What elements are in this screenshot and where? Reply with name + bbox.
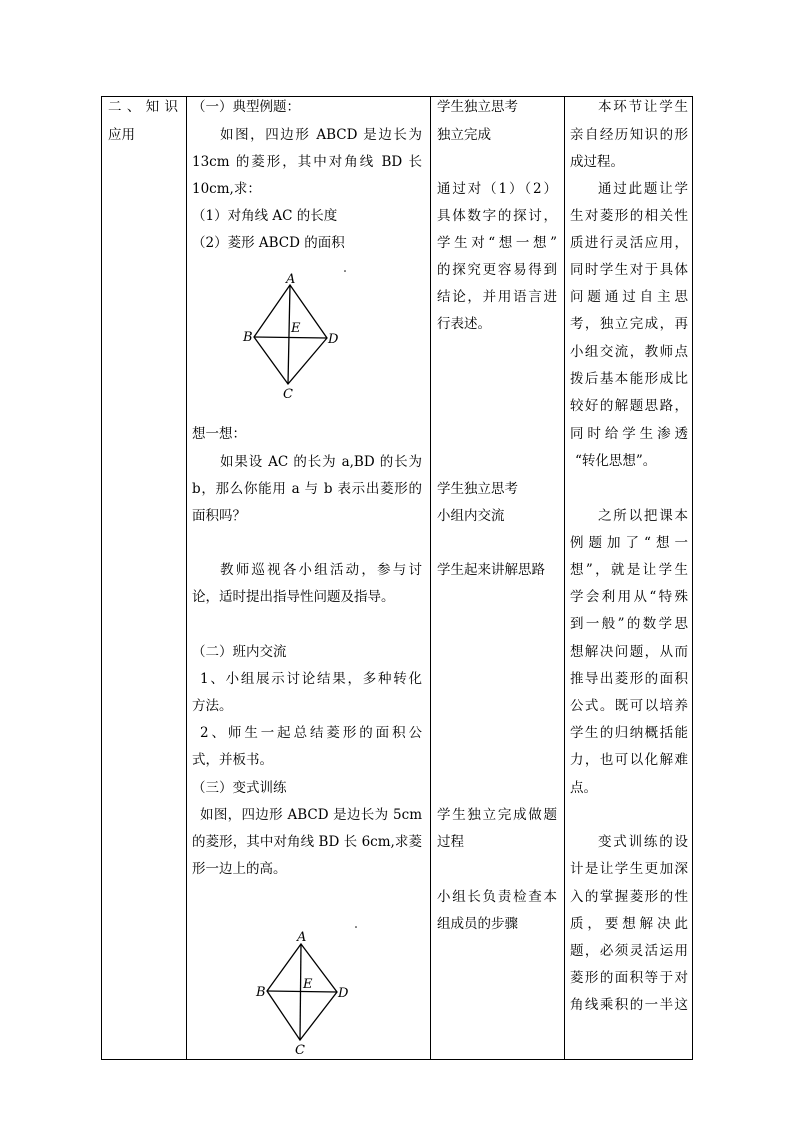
example1-line-1: 如图，四边形 ABCD 是边长为 [220, 127, 422, 143]
col4-p3-line-11: 点。 [570, 780, 597, 796]
rhombus-figure-1 [240, 268, 350, 404]
example1-line-4: （1）对角线 AC 的长度 [192, 208, 338, 224]
col1-line-1: 二、知识 [108, 99, 178, 115]
col4-p1-line-3: 成过程。 [570, 154, 624, 170]
col4-p4-line-3: 入的掌握菱形的性 [570, 889, 688, 905]
col4-p2-line-10: 同时给学生渗透 [570, 426, 688, 442]
col3-g6-line-1: 小组长负责检查本 [437, 889, 557, 905]
rhombus-1-dot [344, 270, 346, 272]
class-line-4: 式，并板书。 [192, 752, 273, 768]
col4-p2-line-3: 质进行灵活应用， [570, 235, 688, 251]
section-heading-1: （一）典型例题： [192, 99, 300, 115]
col4-p3-line-6: 想解决问题，从而 [570, 644, 688, 660]
rhombus-2-label-c: C [295, 1043, 305, 1058]
rhombus-1-label-e: E [291, 321, 301, 336]
example1-line-5: （2）菱形 ABCD 的面积 [192, 235, 345, 251]
column-divider-1 [186, 97, 187, 1059]
rhombus-2-diagonal-bd [267, 991, 337, 992]
class-line-2: 方法。 [192, 698, 233, 714]
rhombus-2-label-a: A [297, 930, 307, 945]
rhombus-1-label-b: B [243, 330, 253, 345]
think-line-1: 如果设 AC 的长为 a,BD 的长为 [220, 454, 422, 470]
think-line-3: 面积吗？ [192, 508, 246, 524]
col3-g6-line-2: 组成员的步骤 [437, 916, 518, 932]
col4-p3-line-2: 例题加了“想一 [570, 535, 688, 551]
col4-p3-line-5: 到一般”的数学思 [570, 616, 688, 632]
teacher-line-2: 论，适时提出指导性问题及指导。 [192, 589, 395, 605]
col4-p2-line-4: 同时学生对于具体 [570, 262, 688, 278]
col4-p3-line-10: 力，也可以化解难 [570, 752, 688, 768]
col4-p4-line-5: 题，必须灵活运用 [570, 943, 688, 959]
example2-line-1: 如图，四边形 ABCD 是边长为 5cm [200, 807, 422, 823]
col3-g1-line-1: 学生独立思考 [437, 99, 518, 115]
col3-g4-line-1: 学生起来讲解思路 [437, 562, 545, 578]
rhombus-1-diagonal-ac [288, 285, 290, 384]
example2-line-3: 形一边上的高。 [192, 861, 287, 877]
section-heading-3: （三）变式训练 [192, 780, 287, 796]
col4-p1-line-1: 本环节让学生 [598, 99, 688, 115]
col4-p3-line-8: 公式。既可以培养 [570, 698, 688, 714]
col1-line-2: 应用 [108, 127, 135, 143]
think-title: 想一想： [192, 426, 246, 442]
col4-p3-line-7: 推导出菱形的面积 [570, 671, 688, 687]
rhombus-2-label-d: D [338, 986, 349, 1001]
column-divider-3 [564, 97, 565, 1059]
col4-p2-line-11: “转化思想”。 [575, 453, 657, 469]
col4-p2-line-2: 生对菱形的相关性 [570, 208, 688, 224]
col4-p2-line-7: 小组交流，教师点 [570, 344, 688, 360]
example1-line-3: 10cm,求： [192, 181, 261, 197]
col3-g2-line-2: 具体数字的探讨， [437, 208, 557, 224]
col4-p3-line-4: 学会利用从“特殊 [570, 589, 688, 605]
col4-p1-line-2: 亲自经历知识的形 [570, 127, 688, 143]
rhombus-1-label-c: C [283, 387, 293, 402]
col3-g2-line-5: 结论，并用语言进 [437, 289, 557, 305]
rhombus-2-label-e: E [303, 977, 313, 992]
column-divider-2 [430, 97, 431, 1059]
class-line-3: 2、师生一起总结菱形的面积公 [200, 725, 422, 741]
col4-p2-line-5: 问题通过自主思 [570, 289, 688, 305]
col3-g5-line-2: 过程 [437, 834, 464, 850]
example1-line-2: 13cm 的菱形，其中对角线 BD 长 [192, 154, 422, 170]
example2-line-2: 的菱形，其中对角线 BD 长 6cm,求菱 [192, 834, 422, 850]
col4-p2-line-6: 考，独立完成，再 [570, 316, 688, 332]
col4-p2-line-9: 较好的解题思路， [570, 398, 688, 414]
class-line-1: 1、小组展示讨论结果，多种转化 [200, 671, 422, 687]
col4-p4-line-7: 角线乘积的一半这 [570, 997, 688, 1013]
col3-g1-line-2: 独立完成 [437, 127, 491, 143]
section-heading-2: （二）班内交流 [192, 644, 287, 660]
col4-p4-line-6: 菱形的面积等于对 [570, 970, 688, 986]
col3-g3-line-2: 小组内交流 [437, 508, 505, 524]
teacher-line-1: 教师巡视各小组活动，参与讨 [220, 562, 422, 578]
rhombus-1-label-a: A [286, 272, 296, 287]
col3-g3-line-1: 学生独立思考 [437, 481, 518, 497]
col3-g2-line-1: 通过对（1）（2） [437, 181, 557, 197]
rhombus-1-label-d: D [328, 332, 339, 347]
col4-p4-line-1: 变式训练的设 [598, 834, 688, 850]
rhombus-2-dot [355, 926, 357, 928]
col4-p3-line-1: 之所以把课本 [598, 508, 688, 524]
think-line-2: b，那么你能用 a 与 b 表示出菱形的 [192, 481, 422, 497]
col4-p3-line-3: 想”，就是让学生 [570, 562, 688, 578]
col4-p2-line-8: 拨后基本能形成比 [570, 371, 688, 387]
col3-g2-line-4: 的探究更容易得到 [437, 262, 557, 278]
col3-g2-line-6: 行表述。 [437, 316, 491, 332]
rhombus-figure-2 [252, 922, 362, 1060]
col4-p4-line-2: 计是让学生更加深 [570, 861, 688, 877]
col3-g2-line-3: 学生对“想一想” [437, 235, 557, 251]
col4-p4-line-4: 质，要想解决此 [570, 916, 688, 932]
rhombus-1-diagonal-bd [254, 337, 327, 338]
col3-g5-line-1: 学生独立完成做题 [437, 807, 557, 823]
col4-p3-line-9: 学生的归纳概括能 [570, 725, 688, 741]
col4-p2-line-1: 通过此题让学 [598, 181, 688, 197]
rhombus-2-label-b: B [256, 985, 266, 1000]
